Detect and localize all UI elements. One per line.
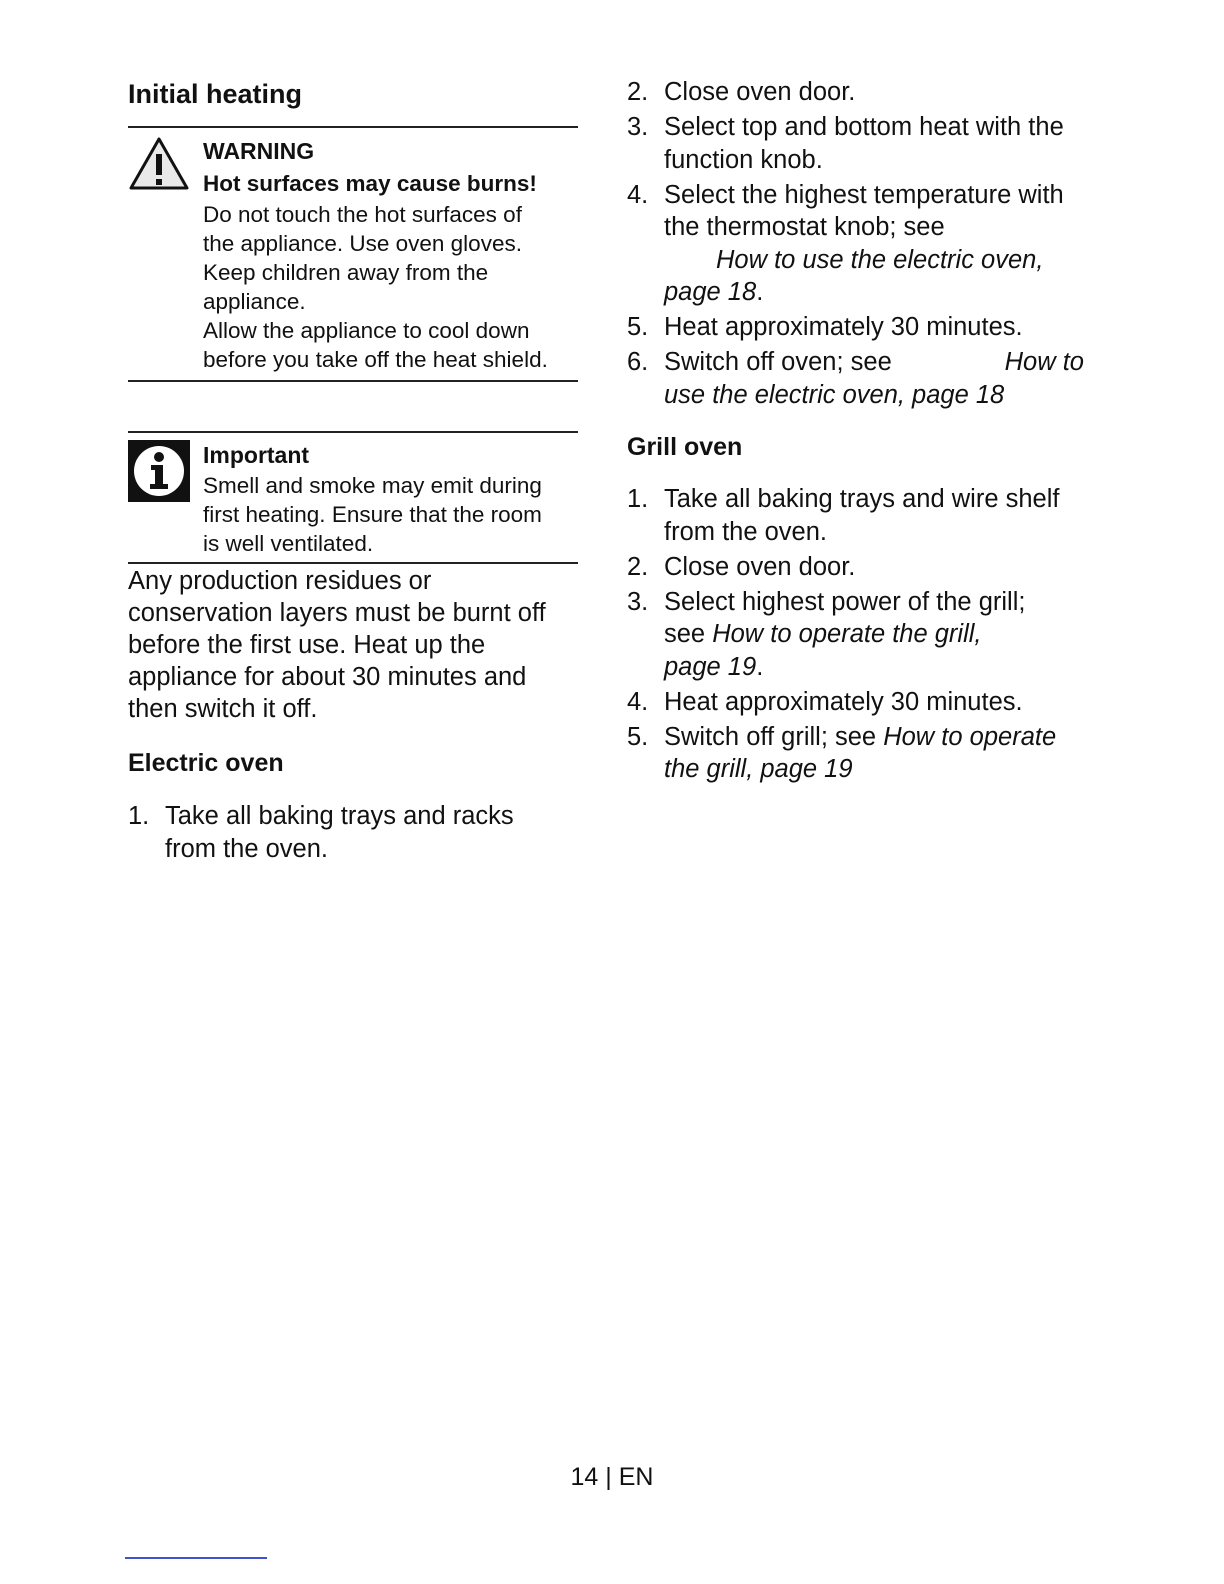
step-line: Select top and bottom heat with the	[664, 113, 1064, 141]
cross-reference[interactable]: use the electric oven, page 18	[664, 380, 1005, 409]
step-text: Close oven door.	[664, 78, 856, 106]
warning-line: the appliance. Use oven gloves.	[203, 231, 522, 256]
step-text: Switch off grill; see	[664, 722, 884, 751]
electric-steps-list-continued	[627, 76, 1107, 411]
list-item	[627, 721, 1107, 786]
list-item	[627, 179, 1107, 309]
step-number: 4.	[627, 180, 649, 209]
step-line: function knob.	[664, 145, 823, 174]
electric-steps-list-start	[128, 800, 578, 865]
step-line: Select the highest temperature with	[664, 180, 1064, 209]
important-line: first heating. Ensure that the room	[203, 502, 542, 527]
step-text: Switch off oven; see	[664, 348, 892, 376]
warning-box	[128, 126, 578, 382]
step-line: Take all baking trays and racks	[165, 802, 514, 830]
step-punctuation: .	[756, 278, 764, 306]
section-heading-initial-heating: Initial heating	[128, 79, 303, 109]
step-number: 5.	[627, 722, 649, 751]
paragraph-line: before the first use. Heat up the	[128, 631, 486, 659]
cross-reference[interactable]: How to use the electric oven,	[716, 245, 1044, 274]
step-number: 5.	[627, 313, 649, 341]
step-number: 3.	[627, 587, 649, 616]
warning-body	[203, 136, 578, 374]
cross-reference-page[interactable]: page 19	[664, 652, 757, 681]
list-item	[627, 483, 1107, 548]
step-text: Close oven door.	[664, 552, 856, 581]
step-line: Take all baking trays and wire shelf	[664, 485, 1060, 513]
step-line: Select highest power of the grill;	[664, 587, 1026, 616]
cross-reference[interactable]: How to operate the grill,	[712, 620, 982, 648]
info-icon	[128, 440, 190, 507]
important-box	[128, 431, 578, 564]
paragraph-line: appliance for about 30 minutes and	[128, 663, 527, 691]
step-line	[664, 276, 1107, 309]
step-number: 1.	[627, 485, 649, 513]
step-text: see	[664, 620, 713, 648]
paragraph-line: Any production residues or	[128, 567, 432, 595]
warning-triangle-icon	[128, 136, 190, 197]
cross-reference-page[interactable]: page 18	[664, 278, 757, 306]
step-line	[664, 618, 1107, 651]
warning-title: WARNING	[203, 138, 315, 164]
step-text: Heat approximately 30 minutes.	[664, 687, 1023, 716]
list-item	[627, 76, 1107, 109]
step-line: the thermostat knob; see	[664, 213, 945, 241]
paragraph-line: conservation layers must be burnt off	[128, 599, 546, 627]
section-heading-electric-oven: Electric oven	[128, 749, 284, 777]
step-line: from the oven.	[664, 517, 827, 546]
important-line: is well ventilated.	[203, 531, 374, 556]
important-title: Important	[203, 442, 310, 468]
warning-line: appliance.	[203, 289, 306, 314]
list-item	[627, 311, 1107, 344]
step-line	[664, 346, 1084, 379]
list-item	[627, 551, 1107, 584]
page-footer: 14 | EN	[570, 1463, 654, 1491]
step-number: 1.	[128, 802, 150, 830]
list-item	[627, 586, 1107, 684]
step-number: 3.	[627, 113, 649, 141]
step-line	[664, 651, 1107, 684]
important-line: Smell and smoke may emit during	[203, 473, 542, 498]
important-body	[203, 440, 578, 558]
step-text: Heat approximately 30 minutes.	[664, 313, 1023, 341]
warning-line: before you take off the heat shield.	[203, 347, 548, 372]
list-item	[128, 800, 578, 865]
list-item	[627, 346, 1107, 411]
warning-line: Allow the appliance to cool down	[203, 318, 530, 343]
step-number: 4.	[627, 687, 649, 716]
list-item	[627, 111, 1107, 176]
burn-off-paragraph	[128, 565, 578, 725]
left-column	[128, 72, 578, 868]
right-column	[627, 72, 1107, 788]
warning-subtitle: Hot surfaces may cause burns!	[203, 171, 537, 196]
cross-reference[interactable]: How to	[1004, 348, 1084, 376]
step-punctuation: .	[756, 652, 764, 681]
cross-reference[interactable]: the grill, page 19	[664, 755, 853, 783]
cross-reference[interactable]: How to operate	[883, 722, 1057, 751]
warning-line: Keep children away from the	[203, 260, 489, 285]
paragraph-line: then switch it off.	[128, 695, 318, 723]
section-heading-grill-oven: Grill oven	[627, 433, 743, 461]
step-number: 2.	[627, 552, 649, 581]
step-line: from the oven.	[165, 834, 328, 863]
step-number: 2.	[627, 78, 649, 106]
step-number: 6.	[627, 348, 649, 376]
bottom-corner-line	[125, 1557, 267, 1559]
grill-steps-list	[627, 483, 1107, 786]
warning-line: Do not touch the hot surfaces of	[203, 202, 522, 227]
list-item	[627, 686, 1107, 719]
step-line	[664, 721, 1107, 754]
